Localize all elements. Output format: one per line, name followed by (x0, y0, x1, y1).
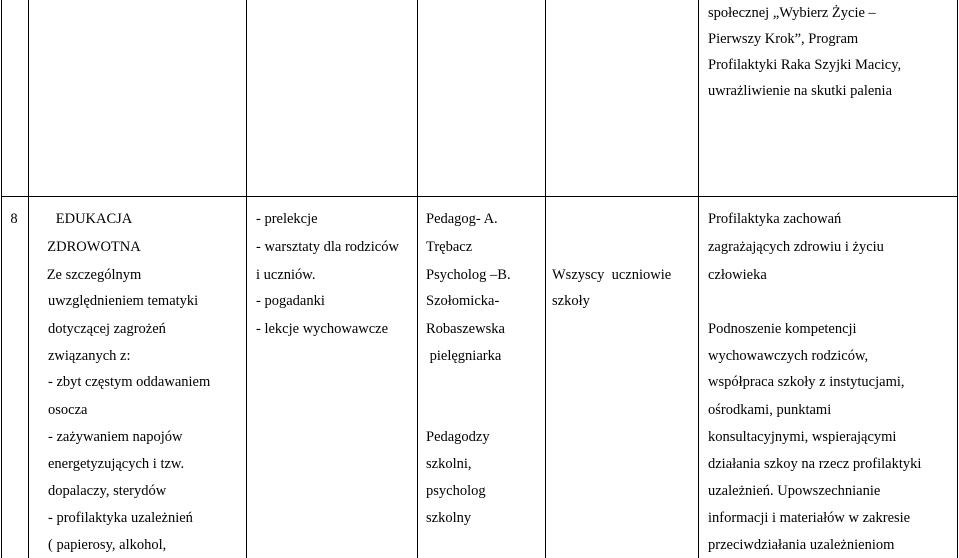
text-line: ( papierosy, alkohol, (48, 537, 167, 553)
text-line: społecznej „Wybierz Życie – (708, 5, 876, 21)
text-line: informacji i materiałów w zakresie (708, 510, 911, 526)
text-line: energetyzujących i tzw. (48, 456, 185, 472)
text-line: współpraca szkoły z instytucjami, (708, 374, 905, 390)
text-line: dotyczącej zagrożeń (48, 321, 166, 337)
text-line: - zażywaniem napojów (48, 429, 183, 445)
text-line: Podnoszenie kompetencji (708, 321, 857, 337)
text-line: ZDROWOTNA (47, 239, 141, 255)
text-line: - warsztaty dla rodziców (256, 239, 399, 255)
text-line: - profilaktyka uzależnień (48, 510, 193, 526)
text-line: szkolni, (426, 456, 472, 472)
text-line: uzależnień. Upowszechnianie (708, 483, 881, 499)
text-line: - pogadanki (256, 293, 325, 309)
text-line: - lekcje wychowawcze (256, 321, 389, 337)
text-line: Profilaktyka zachowań (708, 211, 842, 227)
text-line: szkolny (426, 510, 472, 526)
column-divider (417, 0, 418, 558)
text-line: wychowawczych rodziców, (708, 348, 869, 364)
row-number: 8 (10, 211, 18, 227)
text-line: człowieka (708, 267, 767, 283)
text-line: Pedagog- A. (426, 211, 498, 227)
row-divider (1, 196, 958, 197)
text-line: - prelekcje (256, 211, 318, 227)
text-line: zagrażających zdrowiu i życiu (708, 239, 884, 255)
text-line: Pierwszy Krok”, Program (708, 31, 859, 47)
text-line: EDUKACJA (55, 211, 133, 227)
text-line: konsultacyjnymi, wspierającymi (708, 429, 897, 445)
text-line: Ze szczególnym (46, 267, 142, 283)
text-line: Psycholog –B. (426, 267, 511, 283)
text-line: przeciwdziałania uzależnieniom (708, 537, 895, 553)
text-line: i uczniów. (256, 267, 316, 283)
text-line: Trębacz (426, 239, 473, 255)
text-line: Pedagodzy (426, 429, 490, 445)
text-line: związanych z: (48, 348, 131, 364)
column-divider (545, 0, 546, 558)
text-line: - zbyt częstym oddawaniem (48, 374, 211, 390)
text-line: osocza (48, 402, 88, 418)
text-line: dopalaczy, sterydów (48, 483, 167, 499)
text-line: Wszyscy uczniowie (552, 267, 672, 283)
text-line: szkoły (552, 293, 590, 309)
text-line: ośrodkami, punktami (708, 402, 832, 418)
text-line: uwrażliwienie na skutki palenia (708, 83, 893, 99)
text-line: uwzględnieniem tematyki (48, 293, 199, 309)
text-line: psycholog (426, 483, 486, 499)
text-line: Robaszewska (426, 321, 505, 337)
table-border-left (1, 0, 2, 558)
table-border-right (957, 0, 958, 558)
text-line: Szołomicka- (426, 293, 500, 309)
column-divider (246, 0, 247, 558)
text-line: pielęgniarka (426, 348, 502, 364)
text-line: działania szkoy na rzecz profilaktyki (708, 456, 922, 472)
text-line: Profilaktyki Raka Szyjki Macicy, (708, 57, 902, 73)
column-divider (698, 0, 699, 558)
